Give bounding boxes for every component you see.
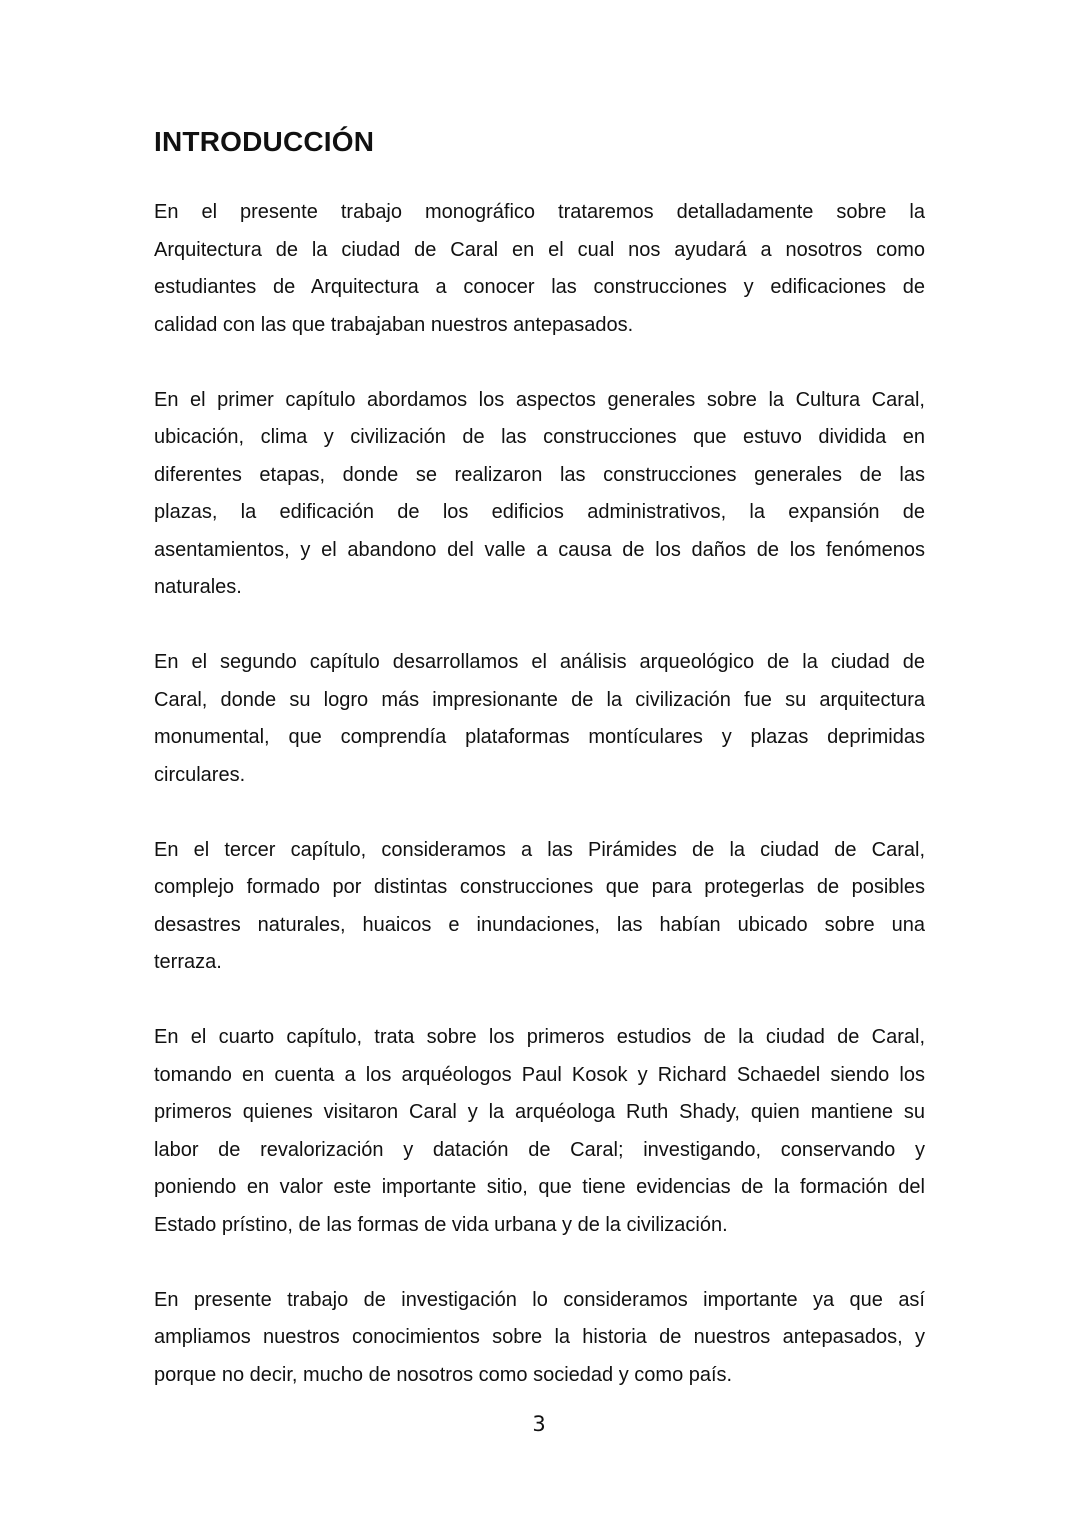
text-line: En presente trabajo de investigación lo consideramos importante ya que así — [154, 1288, 925, 1311]
paragraph — [154, 194, 925, 344]
text-line: Caral, donde su logro más impresionante de la civilización fue su arquitectura — [154, 688, 925, 711]
text-line: Estado prístino, de las formas de vida urbana y de la civilización. — [154, 1213, 728, 1236]
page-title: INTRODUCCIÓN — [154, 126, 375, 157]
text-line: primeros quienes visitaron Caral y la arquéologa Ruth Shady, quien mantiene su — [154, 1101, 925, 1123]
document-body — [154, 194, 925, 1432]
paragraph — [154, 832, 925, 982]
text-line: diferentes etapas, donde se realizaron las construcciones generales de las — [154, 463, 925, 486]
text-line: complejo formado por distintas construcciones que para protegerlas de posibles — [154, 876, 925, 898]
text-line: En el presente trabajo monográfico trataremos detalladamente sobre la — [154, 201, 925, 223]
paragraph — [154, 1019, 925, 1244]
text-line: desastres naturales, huaicos e inundaciones, las habían ubicado sobre una — [154, 913, 925, 936]
text-line: estudiantes de Arquitectura a conocer las construcciones y edificaciones de — [154, 276, 925, 298]
text-line: ampliamos nuestros conocimientos sobre la historia de nuestros antepasados, y — [154, 1326, 925, 1348]
text-line: labor de revalorización y datación de Caral; investigando, conservando y — [154, 1138, 925, 1161]
text-line: tomando en cuenta a los arquéologos Paul Kosok y Richard Schaedel siendo los — [154, 1063, 925, 1086]
text-line: ubicación, clima y civilización de las construcciones que estuvo dividida en — [154, 426, 925, 448]
text-line: En el cuarto capítulo, trata sobre los primeros estudios de la ciudad de Caral, — [154, 1026, 925, 1048]
page-number: 3 — [532, 1412, 546, 1436]
text-line: monumental, que comprendía plataformas montículares y plazas deprimidas — [154, 726, 925, 748]
text-line: porque no decir, mucho de nosotros como sociedad y como país. — [154, 1363, 733, 1386]
text-line: poniendo en valor este importante sitio, que tiene evidencias de la formación del — [154, 1176, 925, 1198]
text-line: En el primer capítulo abordamos los aspectos generales sobre la Cultura Caral, — [154, 388, 925, 411]
paragraph — [154, 1282, 925, 1395]
text-line: terraza. — [154, 951, 222, 973]
text-line: Arquitectura de la ciudad de Caral en el cual nos ayudará a nosotros como — [154, 238, 925, 261]
text-line: En el tercer capítulo, consideramos a las Pirámides de la ciudad de Caral, — [154, 838, 925, 861]
text-line: circulares. — [154, 763, 246, 786]
text-line: En el segundo capítulo desarrollamos el análisis arqueológico de la ciudad de — [154, 651, 925, 673]
text-line: plazas, la edificación de los edificios administrativos, la expansión de — [154, 501, 925, 523]
paragraph — [154, 382, 925, 607]
text-line: asentamientos, y el abandono del valle a causa de los daños de los fenómenos — [154, 538, 925, 561]
paragraph — [154, 644, 925, 794]
text-line: calidad con las que trabajaban nuestros antepasados. — [154, 313, 634, 336]
text-line: naturales. — [154, 576, 242, 598]
